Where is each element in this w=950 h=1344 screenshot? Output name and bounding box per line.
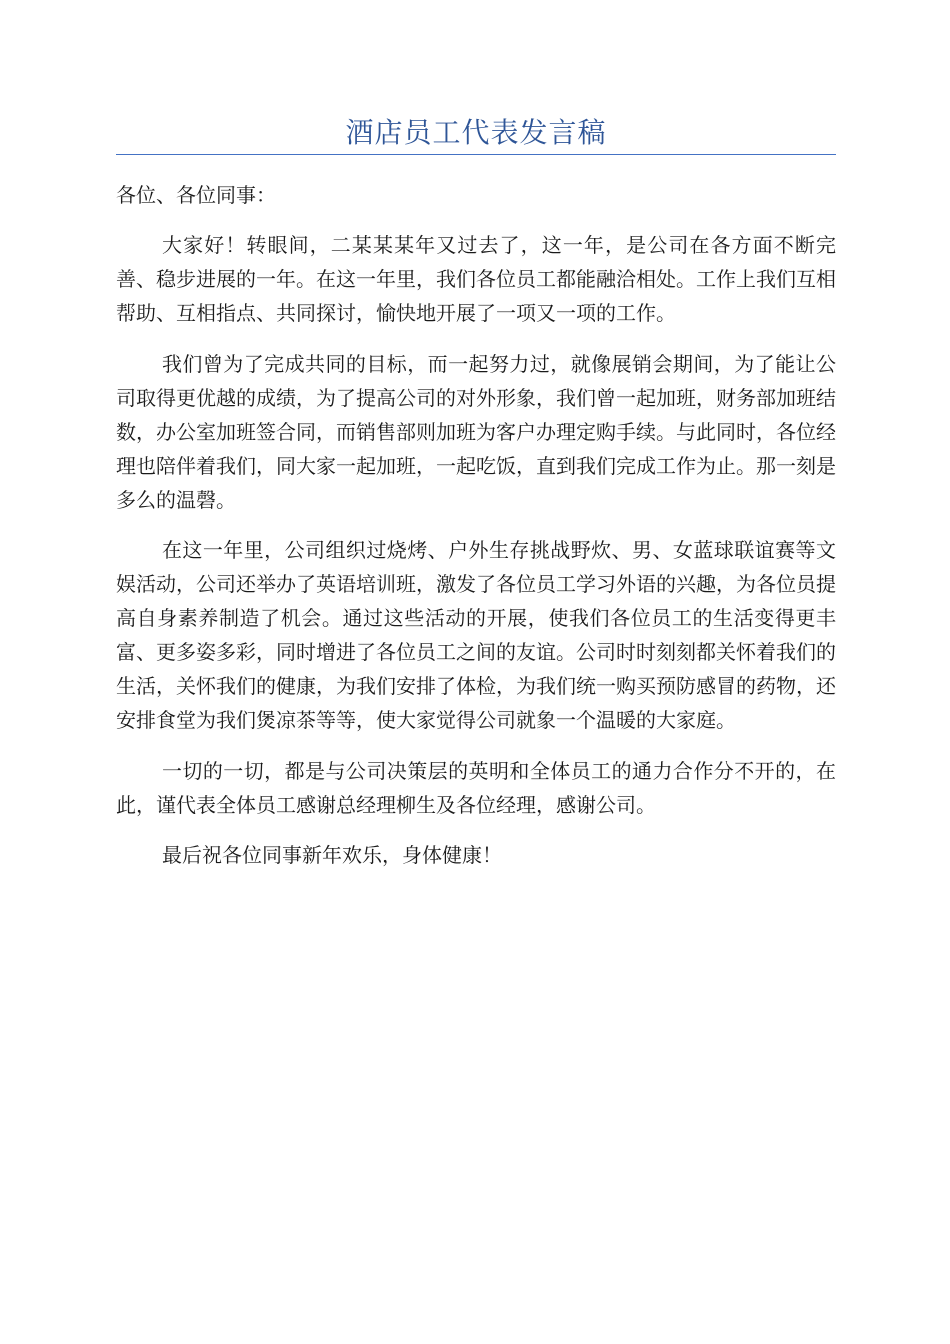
paragraph: 一切的一切，都是与公司决策层的英明和全体员工的通力合作分不开的，在此，谨代表全体员工感谢总经理柳生及各位经理，感谢公司。: [116, 758, 836, 817]
greeting-line: 各位、各位同事：: [116, 183, 276, 207]
paragraph: 最后祝各位同事新年欢乐，身体健康！: [162, 843, 502, 867]
paragraph: 大家好！转眼间，二某某某年又过去了，这一年，是公司在各方面不断完善、稳步进展的一年。在这一年里，我们各位员工都能融洽相处。工作上我们互相帮助、互相指点、共同探讨，愉快地开展了一项又一项的工作。: [116, 233, 836, 325]
document-body: [116, 228, 836, 889]
title-underline: [116, 154, 836, 155]
paragraph: 我们曾为了完成共同的目标，而一起努力过，就像展销会期间，为了能让公司取得更优越的成绩，为了提高公司的对外形象，我们曾一起加班，财务部加班结数，办公室加班签合同，而销售部则加班为客户办理定购手续。与此同时，各位经理也陪伴着我们，同大家一起加班，一起吃饭，直到我们完成工作为止。那一刻是多么的温磬。: [116, 351, 836, 512]
document-title: 酒店员工代表发言稿: [345, 116, 607, 149]
paragraph: 在这一年里，公司组织过烧烤、户外生存挑战野炊、男、女蓝球联谊赛等文娱活动，公司还举办了英语培训班，激发了各位员工学习外语的兴趣，为各位员提高自身素养制造了机会。通过这些活动的开展，使我们各位员工的生活变得更丰富、更多姿多彩，同时增进了各位员工之间的友谊。公司时时刻刻都关怀着我们的生活，关怀我们的健康，为我们安排了体检，为我们统一购买预防感冒的药物，还安排食堂为我们煲凉茶等等，使大家觉得公司就象一个温暖的大家庭。: [116, 538, 836, 732]
